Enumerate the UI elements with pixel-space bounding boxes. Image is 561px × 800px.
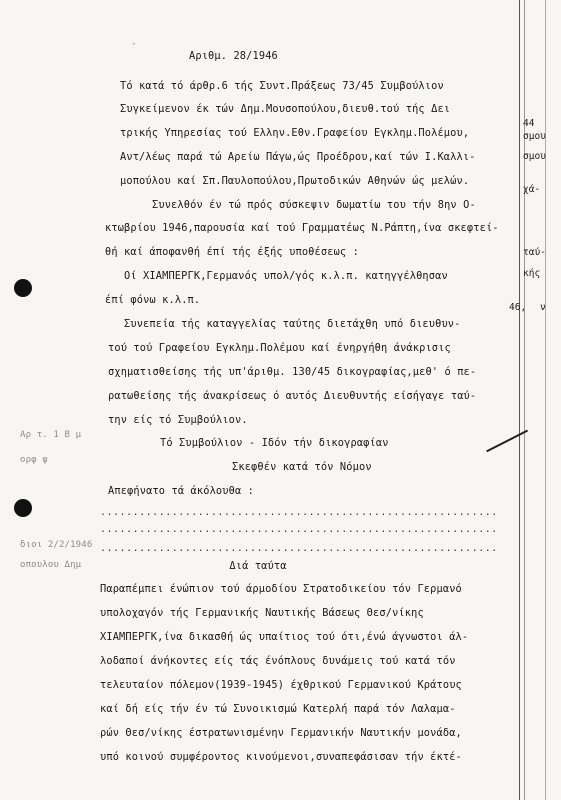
margin-fragment: σμου	[523, 151, 546, 162]
margin-fragment: 44	[523, 118, 535, 129]
body-line: Συνελθόν έν τώ πρός σύσκεψιν δωματίω του τήν 8ην Ο-	[152, 199, 476, 211]
dotted-line: .............................................................	[100, 524, 498, 535]
margin-fragment: ταύ-	[523, 247, 546, 258]
body-line: λοδαποί άνήκοντες είς τάς ένόπλους δυνάμεις τού κατά τόν	[100, 655, 456, 667]
body-line: Συγκείμενον έκ τών Δημ.Μουσοπούλου,διευθ.τού τής Δει	[120, 103, 451, 115]
dotted-line: .............................................................	[100, 507, 498, 518]
body-line: Παραπέμπει ένώπιον τού άρμοδίου Στρατοδικείου τόν Γερμανό	[100, 583, 462, 595]
body-line: τελευταίον πόλεμον(1939-1945) έχθρικού Γερμανικού Κράτους	[100, 679, 462, 691]
body-line: ΧΙΑΜΠΕΡΓΚ,ίνα δικασθή ώς υπαίτιος τού ότι,ένώ άγνωστοι άλ-	[100, 631, 469, 643]
dotted-line: .............................................................	[100, 543, 498, 554]
body-line: την είς τό Συμβούλιον.	[108, 414, 248, 426]
body-line: ρατωθείσης τής άνακρίσεως ό αυτός Διευθυντής είσήγαγε ταύ-	[108, 390, 477, 402]
body-line: τού τού Γραφείου Εγκλημ.Πολέμου καί ένηργήθη άνάκρισις	[108, 342, 451, 354]
body-line: ρών Θεσ/νίκης έστρατωνισμένην Γερμανικήν Ναυτικήν μονάδα,	[100, 727, 462, 739]
body-line: καί δή είς τήν έν τώ Συνοικισμώ Κατερλή παρά τόν Λαλαμα-	[100, 703, 456, 715]
bleed-through-text: Αρ τ. 1 Β μ	[20, 430, 82, 440]
body-line: σχηματισθείσης τής υπ'άριθμ. 130/45 δικογραφίας,μεθ' ό πε-	[108, 366, 477, 378]
section-heading: Διά ταύτα	[229, 560, 287, 572]
body-line: έπί φόνω κ.λ.π.	[105, 294, 201, 306]
punch-hole	[14, 279, 32, 297]
margin-fragment: σμου	[523, 131, 546, 142]
page-edge-line	[519, 0, 520, 800]
body-line: Οί ΧΙΑΜΠΕΡΓΚ,Γερμανός υπολ/γός κ.λ.π. κατηγγέλθησαν	[124, 270, 448, 282]
reference-number: Αριθμ. 28/1946	[189, 50, 278, 62]
body-line: Τό κατά τό άρθρ.6 τής Συντ.Πράξεως 73/45 Συμβούλιον	[120, 80, 444, 92]
margin-fragment: κής	[523, 268, 541, 279]
body-line: Σκεφθέν κατά τόν Νόμον	[232, 461, 372, 473]
body-line: Απεφήνατο τά άκόλουθα :	[108, 485, 255, 497]
page-edge-line	[545, 0, 546, 800]
punch-hole	[14, 499, 32, 517]
margin-fragment: 46,	[509, 302, 527, 313]
body-line: υπολοχαγόν τής Γερμανικής Ναυτικής Βάσεως Θεσ/νίκης	[100, 607, 424, 619]
body-line: τρικής Υπηρεσίας τού Ελλην.Εθν.Γραφείου Εγκλημ.Πολέμου,	[120, 127, 470, 139]
scribble-mark: ′	[131, 42, 138, 53]
margin-fragment: ν	[540, 302, 546, 313]
bleed-through-text: ορφ ψ	[20, 455, 48, 465]
body-line: υπό κοινού συμφέροντος κινούμενοι,συναπεφάσισαν τήν έκτέ-	[100, 751, 462, 763]
bleed-through-text: διοι 2/2/1946	[20, 540, 93, 550]
body-line: κτωβρίου 1946,παρουσία καί τού Γραμματέως Ν.Ράπτη,ίνα σκεφτεί-	[105, 222, 499, 234]
pen-stroke	[486, 430, 528, 452]
body-line: μοπούλου καί Σπ.Παυλοπούλου,Πρωτοδικών Αθηνών ώς μελών.	[120, 175, 470, 187]
bleed-through-text: οπουλου Δημ	[20, 560, 82, 570]
margin-fragment: χά-	[523, 184, 541, 195]
body-line: θή καί άποφανθή έπί τής έξής υποθέσεως :	[105, 246, 359, 258]
body-line: Αντ/λέως παρά τώ Αρείω Πάγω,ώς Προέδρου,καί τών Ι.Καλλι-	[120, 151, 476, 163]
body-line: Τό Συμβούλιον - Ιδόν τήν δικογραφίαν	[160, 437, 389, 449]
body-line: Συνεπεία τής καταγγελίας ταύτης διετάχθη υπό διευθυν-	[124, 318, 461, 330]
